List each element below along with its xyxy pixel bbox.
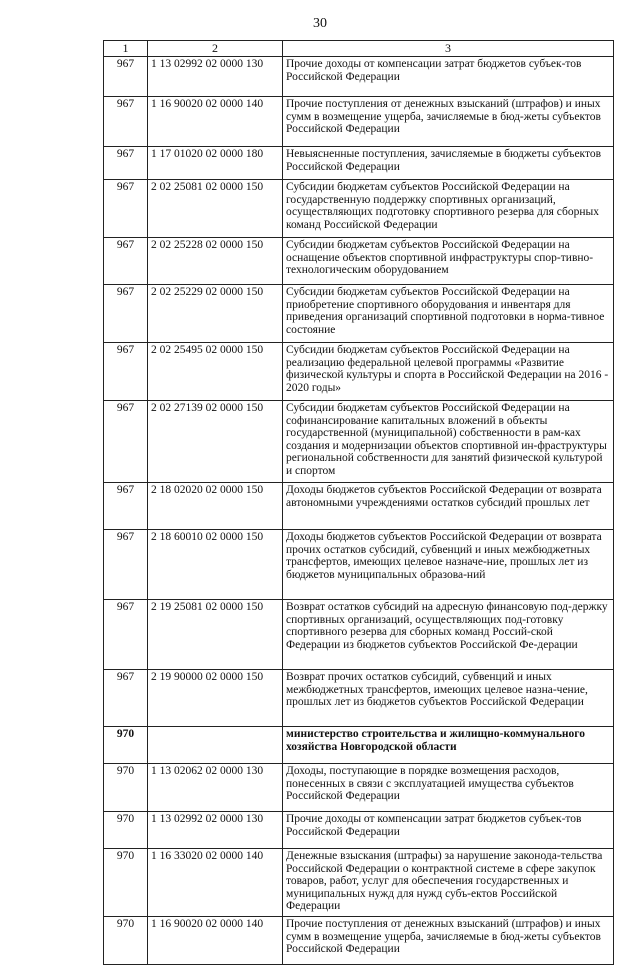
revenue-name-cell: Прочие доходы от компенсации затрат бюджетов субъек-тов Российской Федерации <box>283 812 614 849</box>
revenue-name-cell: Доходы бюджетов субъектов Российской Федерации от возврата автономными учреждениями остатков субсидий прошлых лет <box>283 483 614 530</box>
revenue-name-cell: Субсидии бюджетам субъектов Российской Федерации на приобретение спортивного оборудования и инвентаря для приведения организаций спортивной подготовки в норма-тивное состояние <box>283 285 614 343</box>
revenue-code-cell: 2 02 25228 02 0000 150 <box>148 238 283 285</box>
table-row <box>104 343 614 401</box>
revenue-codes-table <box>103 40 614 965</box>
admin-code-cell: 970 <box>104 727 148 764</box>
revenue-name-cell: Субсидии бюджетам субъектов Российской Федерации на софинансирование капитальных вложений в объекты государственной (муниципальной) собственности в рам-ках создания и модернизации объектов спортивной ин-фраструктуры региональной собственности для занятий физической культурой и спортом <box>283 401 614 483</box>
table-row <box>104 600 614 670</box>
revenue-code-cell: 1 13 02062 02 0000 130 <box>148 764 283 812</box>
revenue-code-cell: 1 13 02992 02 0000 130 <box>148 57 283 97</box>
revenue-code-cell: 2 02 25081 02 0000 150 <box>148 180 283 238</box>
admin-code-cell: 967 <box>104 238 148 285</box>
revenue-code-cell: 1 16 90020 02 0000 140 <box>148 97 283 147</box>
revenue-name-cell: Возврат остатков субсидий на адресную финансовую под-держку спортивных организаций, осуществляющих под-готовку спортивного резерва для сборных команд Россий-ской Федерации из бюджетов субъектов Российской Фе-дерации <box>283 600 614 670</box>
table-row <box>104 849 614 917</box>
admin-code-cell: 970 <box>104 812 148 849</box>
revenue-code-cell: 2 18 02020 02 0000 150 <box>148 483 283 530</box>
revenue-name-cell: Доходы, поступающие в порядке возмещения расходов, понесенных в связи с эксплуатацией имущества субъектов Российской Федерации <box>283 764 614 812</box>
admin-code-cell: 970 <box>104 764 148 812</box>
admin-code-cell: 967 <box>104 600 148 670</box>
admin-code-cell: 967 <box>104 57 148 97</box>
table-row <box>104 401 614 483</box>
table-row <box>104 530 614 600</box>
admin-code-cell: 967 <box>104 180 148 238</box>
revenue-name-cell: Прочие поступления от денежных взысканий (штрафов) и иных сумм в возмещение ущерба, зачисляемые в бюд-жеты субъектов Российской Федерации <box>283 97 614 147</box>
revenue-code-cell: 2 18 60010 02 0000 150 <box>148 530 283 600</box>
revenue-code-cell: 2 19 25081 02 0000 150 <box>148 600 283 670</box>
header-col-2: 2 <box>148 41 283 57</box>
revenue-name-cell: Прочие доходы от компенсации затрат бюджетов субъек-тов Российской Федерации <box>283 57 614 97</box>
revenue-name-cell: Субсидии бюджетам субъектов Российской Федерации на государственную поддержку спортивных организаций, осуществляющих подготовку спортивного резерва для сборных команд Российской Федерации <box>283 180 614 238</box>
revenue-code-cell: 1 16 90020 02 0000 140 <box>148 917 283 965</box>
revenue-code-cell: 1 13 02992 02 0000 130 <box>148 812 283 849</box>
table-row <box>104 285 614 343</box>
table-row <box>104 97 614 147</box>
table-row <box>104 57 614 97</box>
table-row <box>104 238 614 285</box>
table-row <box>104 180 614 238</box>
revenue-code-cell: 2 02 27139 02 0000 150 <box>148 401 283 483</box>
admin-code-cell: 967 <box>104 530 148 600</box>
revenue-code-cell: 1 17 01020 02 0000 180 <box>148 147 283 180</box>
table-row <box>104 812 614 849</box>
section-row <box>104 727 614 764</box>
revenue-code-cell: 2 02 25229 02 0000 150 <box>148 285 283 343</box>
admin-code-cell: 970 <box>104 849 148 917</box>
admin-code-cell: 967 <box>104 343 148 401</box>
admin-code-cell: 967 <box>104 147 148 180</box>
page-number: 30 <box>313 16 327 31</box>
table-row <box>104 147 614 180</box>
revenue-name-cell: Прочие поступления от денежных взысканий (штрафов) и иных сумм в возмещение ущерба, зачисляемые в бюд-жеты субъектов Российской Федерации <box>283 917 614 965</box>
table-row <box>104 483 614 530</box>
table-row <box>104 670 614 727</box>
revenue-code-cell: 2 19 90000 02 0000 150 <box>148 670 283 727</box>
admin-code-cell: 967 <box>104 97 148 147</box>
revenue-name-cell: Субсидии бюджетам субъектов Российской Федерации на оснащение объектов спортивной инфраструктуры спор-тивно-технологическим оборудованием <box>283 238 614 285</box>
header-col-1: 1 <box>104 41 148 57</box>
revenue-code-cell: 1 16 33020 02 0000 140 <box>148 849 283 917</box>
revenue-name-cell: Возврат прочих остатков субсидий, субвенций и иных межбюджетных трансфертов, имеющих целевое назна-чение, прошлых лет из бюджетов субъектов Российской Федерации <box>283 670 614 727</box>
table-header-row <box>104 41 614 57</box>
admin-code-cell: 967 <box>104 483 148 530</box>
revenue-name-cell: Денежные взыскания (штрафы) за нарушение законода-тельства Российской Федерации о контрактной системе в сфере закупок товаров, работ, услуг для обеспечения государственных и муниципальных нужд для нужд субъ-ектов Российской Федерации <box>283 849 614 917</box>
revenue-name-cell: Субсидии бюджетам субъектов Российской Федерации на реализацию федеральной целевой программы «Развитие физической культуры и спорта в Российской Федерации на 2016 - 2020 годы» <box>283 343 614 401</box>
admin-code-cell: 967 <box>104 285 148 343</box>
revenue-name-cell: Доходы бюджетов субъектов Российской Федерации от возврата прочих остатков субсидий, субвенций и иных межбюджетных трансфертов, имеющих целевое назначе-ние, прошлых лет из бюджетов муниципальных образова-ний <box>283 530 614 600</box>
admin-code-cell: 967 <box>104 670 148 727</box>
admin-code-cell: 967 <box>104 401 148 483</box>
table-row <box>104 917 614 965</box>
table-row <box>104 764 614 812</box>
admin-code-cell: 970 <box>104 917 148 965</box>
header-col-3: 3 <box>283 41 614 57</box>
revenue-name-cell: Невыясненные поступления, зачисляемые в бюджеты субъектов Российской Федерации <box>283 147 614 180</box>
revenue-code-cell <box>148 727 283 764</box>
revenue-code-cell: 2 02 25495 02 0000 150 <box>148 343 283 401</box>
revenue-name-cell: министерство строительства и жилищно-коммунального хозяйства Новгородской области <box>283 727 614 764</box>
